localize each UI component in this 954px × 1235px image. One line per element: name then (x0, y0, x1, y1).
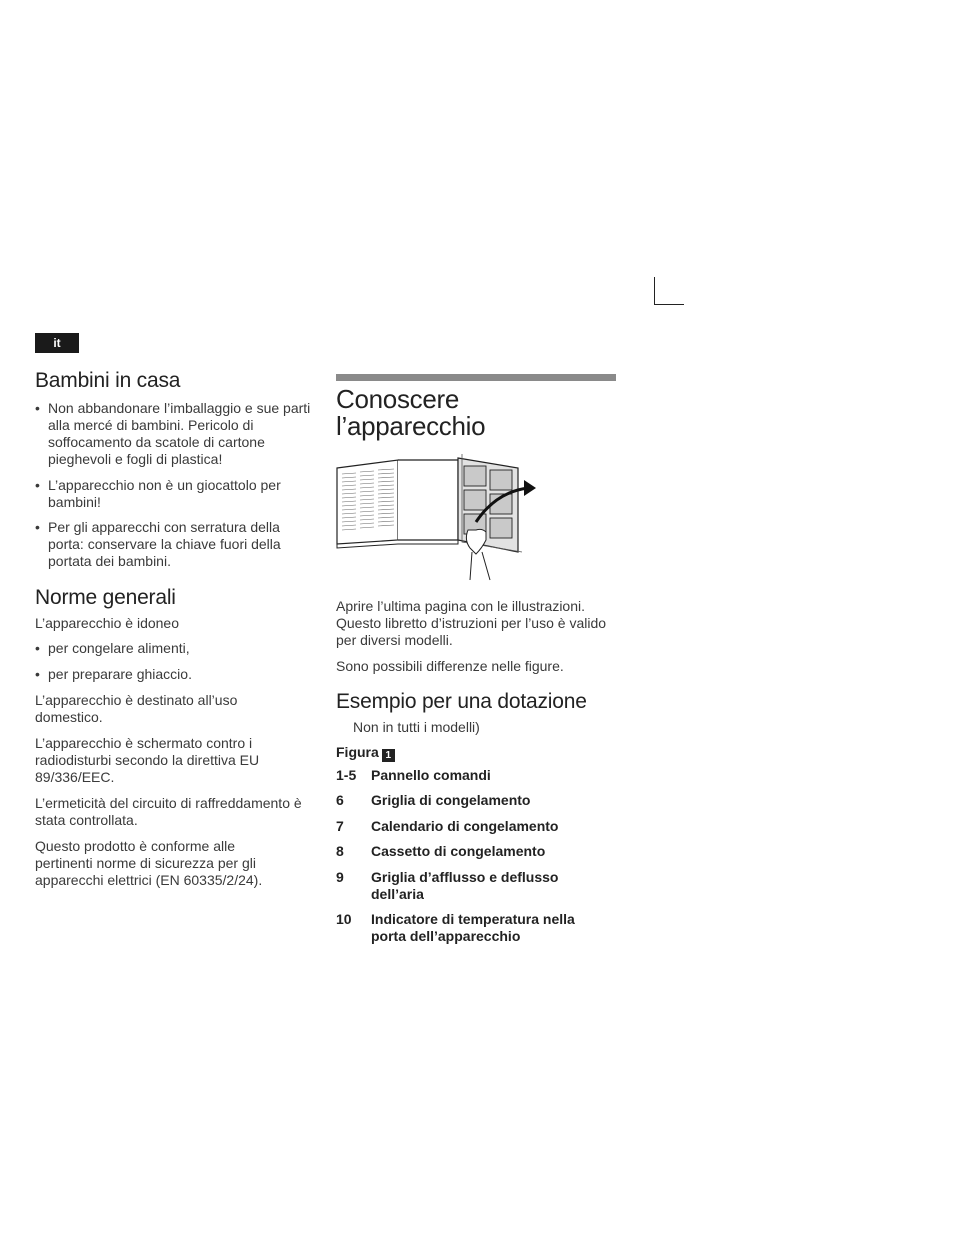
section-title-norme: Norme generali (35, 586, 176, 609)
right-column (336, 374, 616, 945)
norme-paragraph: L’ermeticità del circuito di raffreddamento è stata controllata. (35, 795, 302, 828)
part-number: 7 (336, 818, 344, 834)
language-tab: it (35, 333, 79, 353)
norme-list (35, 640, 315, 683)
part-label: Pannello comandi (371, 767, 491, 783)
intro-paragraph: Sono possibili differenze nelle figure. (336, 658, 564, 674)
bambini-list (35, 400, 315, 570)
norme-paragraph: L’apparecchio è destinato all’uso domestico. (35, 692, 238, 725)
chapter-title-line2: l’apparecchio (336, 411, 486, 441)
chapter-rule (336, 374, 616, 381)
part-number: 6 (336, 792, 344, 808)
part-label: Calendario di congelamento (371, 818, 559, 834)
table-row (336, 809, 606, 835)
part-number: 10 (336, 911, 352, 927)
booklet-drawing (336, 452, 546, 582)
part-number: 8 (336, 843, 344, 859)
list-item: • per congelare alimenti, (35, 640, 315, 657)
table-row (336, 835, 606, 860)
crop-mark-horizontal (654, 304, 684, 305)
crop-mark-vertical (654, 277, 655, 304)
table-row (336, 767, 606, 784)
table-row (336, 860, 606, 903)
figure-label: Figura (336, 744, 379, 760)
norme-intro: L’apparecchio è idoneo (35, 615, 180, 631)
table-row (336, 903, 606, 945)
booklet-illustration (336, 452, 546, 582)
norme-paragraph: Questo prodotto è conforme alle pertinenti norme di sicurezza per gli apparecchi elettrici (EN 60335/2/24). (35, 838, 263, 888)
section-title-esempio: Esempio per una dotazione (336, 690, 587, 713)
table-row (336, 784, 606, 809)
part-label: Griglia d’afflusso e deflusso dell’aria (371, 869, 559, 902)
intro-paragraph: Aprire l’ultima pagina con le illustrazioni. Questo libretto d’istruzioni per l’uso è valido per diversi modelli. (336, 598, 607, 648)
chapter-title (336, 386, 616, 440)
chapter-title-line1: Conoscere (336, 384, 460, 414)
norme-paragraph: L’apparecchio è schermato contro i radiodisturbi secondo la direttiva EU 89/336/EEC. (35, 735, 260, 785)
part-number: 9 (336, 869, 344, 885)
part-label: Indicatore di temperatura nella porta dell’apparecchio (371, 911, 575, 944)
left-column (35, 368, 315, 889)
part-label: Cassetto di congelamento (371, 843, 546, 859)
list-item: • per preparare ghiaccio. (35, 666, 315, 683)
figure-number-box: 1 (382, 749, 395, 762)
parts-list (336, 767, 606, 945)
list-item: • Non abbandonare l’imballaggio e sue parti alla mercé di bambini. Pericolo di soffocamento da scatole di cartone pieghevoli e fogli di plastica! (35, 400, 315, 468)
section-title-bambini: Bambini in casa (35, 369, 181, 392)
figure-reference (336, 744, 616, 762)
part-number: 1-5 (336, 767, 357, 783)
esempio-note: Non in tutti i modelli) (353, 719, 480, 735)
part-label: Griglia di congelamento (371, 792, 531, 808)
list-item: • L’apparecchio non è un giocattolo per bambini! (35, 477, 315, 511)
list-item: • Per gli apparecchi con serratura della porta: conservare la chiave fuori della portata dei bambini. (35, 519, 315, 570)
